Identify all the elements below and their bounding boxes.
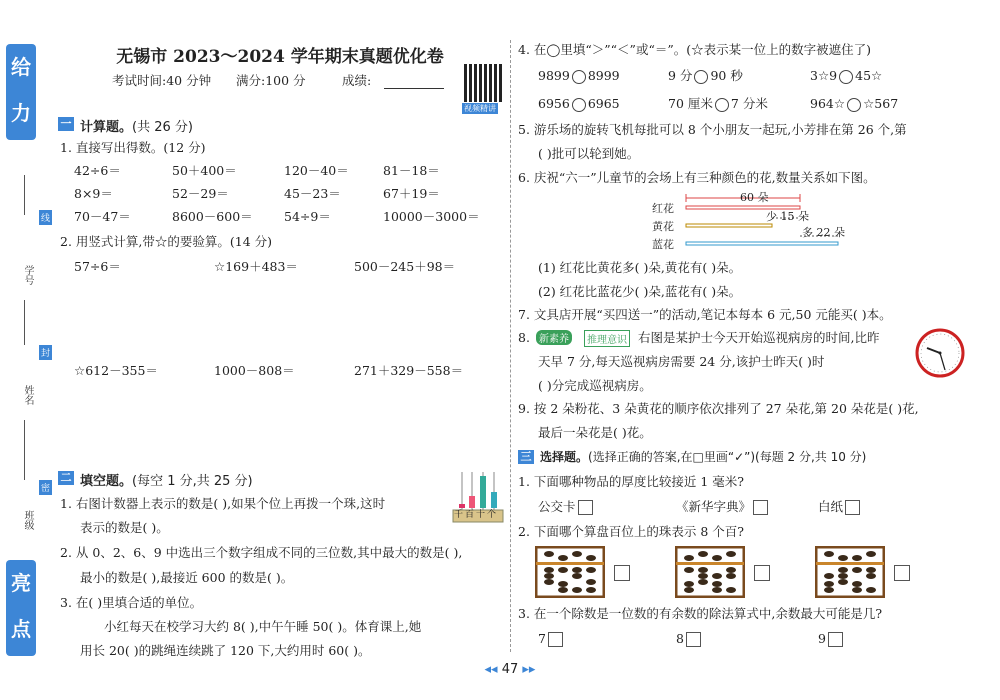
abacus-checkbox-1[interactable] (614, 565, 630, 581)
qr-code[interactable] (464, 64, 502, 102)
sec2-q3: 3. 在( )里填合适的单位。 (60, 595, 203, 610)
exam-time: 考试时间:40 分钟 (112, 73, 212, 88)
sec3-title: 选择题。(选择正确的答案,在□里画“✓”)(每题 2 分,共 10 分) (540, 450, 867, 464)
sec2-q1a: 1. 右图计数器上表示的数是( ),如果个位上再拨一个珠,这时 (60, 496, 386, 511)
abacus-checkbox-3[interactable] (894, 565, 910, 581)
compare-item: 9899 8999 (538, 68, 620, 83)
vertical-calc: 500－245＋98＝ (354, 259, 456, 274)
choice-option[interactable]: 9 (818, 631, 843, 647)
abacus-option-1 (535, 546, 605, 598)
oral-item: 8×9＝ (74, 186, 113, 201)
label-less15: 少 15 朵 (766, 210, 809, 223)
page-number: 47 (501, 662, 519, 677)
q4-text: 4. 在◯里填“＞”“＜”或“＝”。(☆表示某一位上的数字被遮住了) (518, 42, 871, 57)
vertical-calc: 271＋329－558＝ (354, 363, 464, 378)
q5b: ( )批可以轮到她。 (538, 146, 640, 161)
choice-option[interactable]: 《新华字典》 (676, 499, 768, 515)
clock-icon (914, 327, 966, 379)
prev-arrow-icon: ◂◂ (484, 662, 498, 677)
sec2-q3a: 小红每天在校学习大约 8( ),中午午睡 50( )。体育课上,她 (104, 619, 422, 634)
sec1-title: 计算题。(共 26 分) (80, 120, 193, 135)
oral-item: 67＋19＝ (383, 186, 440, 201)
binding-sidebar (0, 0, 52, 700)
q6b: (2) 红花比蓝花少( )朵,蓝花有( )朵。 (538, 284, 742, 299)
tab-bottom: 亮点 (6, 560, 36, 656)
compare-item: 70 厘米 7 分米 (668, 96, 768, 111)
abacus-label: 千百十个 (454, 510, 499, 520)
sec3-q1: 1. 下面哪种物品的厚度比较接近 1 毫米? (518, 474, 745, 489)
next-arrow-icon: ▸▸ (522, 662, 536, 677)
oral-item: 10000－3000＝ (383, 209, 480, 224)
seal-feng: 封 (39, 345, 52, 360)
flower-red: 红花 (652, 202, 674, 215)
label-xuehao: 学号 (22, 265, 33, 285)
sec2-q2b: 最小的数是( ),最接近 600 的数是( )。 (80, 570, 294, 585)
compare-item: 3☆9 45☆ (810, 68, 883, 83)
oral-item: 81－18＝ (383, 163, 440, 178)
choice-option[interactable]: 8 (676, 631, 701, 647)
q8-num: 8. (518, 330, 530, 345)
tab-top: 给力 (6, 44, 36, 140)
label-banji: 班级 (22, 510, 33, 530)
compare-item: 964☆ ☆567 (810, 96, 899, 111)
abacus-checkbox-2[interactable] (754, 565, 770, 581)
oral-item: 42÷6＝ (74, 163, 121, 178)
abacus-option-3 (815, 546, 885, 598)
sec2-q3b: 用长 20( )的跳绳连续跳了 120 下,大约用时 60( )。 (80, 643, 371, 658)
sec1-badge: 一 (58, 117, 74, 131)
sec2-q2a: 2. 从 0、2、6、9 中选出三个数字组成不同的三位数,其中最大的数是( ), (60, 545, 463, 560)
q8b: 天早 7 分,每天巡视病房需要 24 分,该护士昨天( )时 (538, 354, 825, 369)
compare-item: 6956 6965 (538, 96, 620, 111)
label-60: 60 朵 (740, 191, 769, 204)
page-footer (470, 662, 550, 677)
q9b: 最后一朵花是( )花。 (538, 425, 652, 440)
qr-caption: 视频精讲 (464, 104, 496, 113)
column-divider (510, 40, 511, 652)
choice-option[interactable]: 白纸 (818, 499, 860, 515)
vertical-calc: 57÷6＝ (74, 259, 121, 274)
oral-item: 8600－600＝ (172, 209, 253, 224)
q8c: ( )分完成巡视病房。 (538, 378, 652, 393)
sec3-q3: 3. 在一个除数是一位数的有余数的除法算式中,余数最大可能是几? (518, 606, 883, 621)
sec1-q1: 1. 直接写出得数。(12 分) (60, 140, 206, 155)
seal-mi: 密 (39, 480, 52, 495)
oral-item: 52－29＝ (172, 186, 229, 201)
sec2-q1b: 表示的数是( )。 (80, 520, 169, 535)
tag-new-literacy: 新素养 (536, 330, 572, 345)
q8a: 右图是某护士今天开始巡视病房的时间,比昨 (638, 330, 880, 345)
full-score: 满分:100 分 (236, 73, 306, 88)
vertical-calc: ☆169＋483＝ (214, 259, 298, 274)
score-line[interactable] (384, 88, 444, 89)
q6-text: 6. 庆祝“六一”儿童节的会场上有三种颜色的花,数量关系如下图。 (518, 170, 876, 185)
vertical-calc: 1000－808＝ (214, 363, 295, 378)
seal-xian: 线 (39, 210, 52, 225)
oral-item: 70－47＝ (74, 209, 131, 224)
q6a: (1) 红花比黄花多( )朵,黄花有( )朵。 (538, 260, 742, 275)
sec2-title: 填空题。(每空 1 分,共 25 分) (80, 474, 253, 489)
sec3-q2: 2. 下面哪个算盘百位上的珠表示 8 个百? (518, 524, 745, 539)
oral-item: 54÷9＝ (284, 209, 331, 224)
oral-item: 120－40＝ (284, 163, 349, 178)
q7: 7. 文具店开展“买四送一”的活动,笔记本每本 6 元,50 元能买( )本。 (518, 307, 892, 322)
vertical-calc: ☆612－355＝ (74, 363, 158, 378)
choice-option[interactable]: 公交卡 (538, 499, 593, 515)
sec1-q2: 2. 用竖式计算,带☆的要验算。(14 分) (60, 234, 273, 249)
q9a: 9. 按 2 朵粉花、3 朵黄花的顺序依次排列了 27 朵花,第 20 朵花是( )花, (518, 401, 919, 416)
sec3-badge: 三 (518, 450, 534, 464)
compare-item: 9 分 90 秒 (668, 68, 743, 83)
oral-item: 50＋400＝ (172, 163, 237, 178)
q5a: 5. 游乐场的旋转飞机每批可以 8 个小朋友一起玩,小芳排在第 26 个,第 (518, 122, 907, 137)
page-title: 无锡市 2023～2024 学年期末真题优化卷 (116, 47, 444, 67)
flower-yellow: 黄花 (652, 220, 674, 233)
oral-item: 45－23＝ (284, 186, 341, 201)
sec2-badge: 二 (58, 471, 74, 485)
flower-blue: 蓝花 (652, 238, 674, 251)
label-more22: 多 22 朵 (802, 226, 845, 239)
tag-reasoning: 推理意识 (584, 330, 630, 347)
score-label: 成绩: (342, 73, 372, 88)
abacus-option-2 (675, 546, 745, 598)
label-xingming: 姓名 (22, 385, 33, 405)
choice-option[interactable]: 7 (538, 631, 563, 647)
